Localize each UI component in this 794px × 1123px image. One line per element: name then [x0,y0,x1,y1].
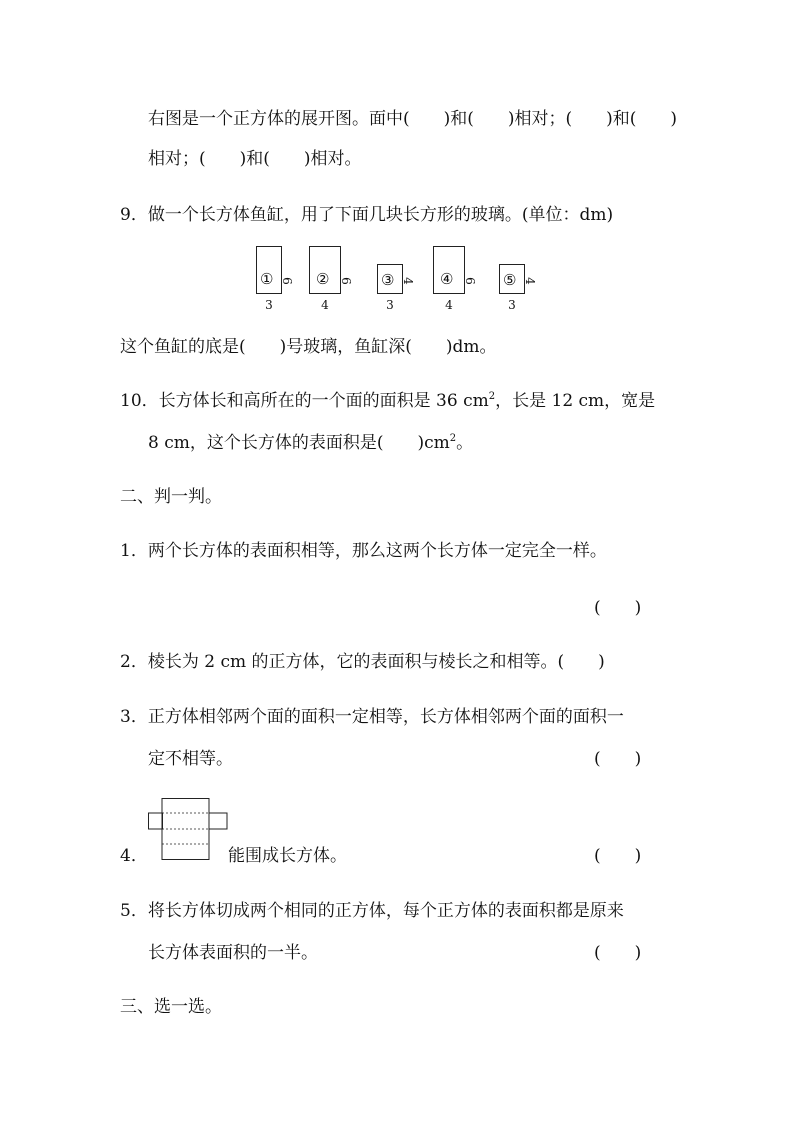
glass-bottom-length: 3 [265,298,273,312]
q8-line2: 相对；( )和( )相对。 [148,149,362,169]
judge-item-1: 1．两个长方体的表面积相等，那么这两个长方体一定完全一样。 [120,541,607,561]
box-net-figure [148,798,228,860]
glass-side-length: 6 [462,277,477,285]
glass-side-length: 4 [522,277,537,285]
judge-item-5-cont: 长方体表面积的一半。 [148,943,318,963]
section-title: 二、判一判。 [120,487,222,507]
judge-item-3: 3．正方体相邻两个面的面积一定相等，长方体相邻两个面的面积一 [120,707,624,727]
section-title: 三、选一选。 [120,997,222,1017]
glass-label: ③ [381,271,395,289]
glass-bottom-length: 4 [445,298,453,312]
judge-item-4-number: 4． [120,846,148,866]
q10-line1: 10．长方体长和高所在的一个面的面积是 36 $cm^2$，长是 12 cm，宽是 [120,391,656,411]
glass-bottom-length: 3 [508,298,516,312]
glass-side-length: 6 [279,277,294,285]
glass-label: ① [260,270,274,288]
glass-label: ② [316,270,330,288]
glass-side-length: 6 [338,277,353,285]
answer-paren: ( ) [594,943,642,963]
judge-item-5: 5．将长方体切成两个相同的正方体，每个正方体的表面积都是原来 [120,901,624,921]
glass-bottom-length: 3 [386,298,394,312]
q9-question: 9．做一个长方体鱼缸，用了下面几块长方形的玻璃。(单位：dm) [120,205,614,225]
q8-line1: 右图是一个正方体的展开图。面中( )和( )相对；( )和( ) [148,109,678,129]
glass-bottom-length: 4 [321,298,329,312]
glass-label: ④ [440,270,454,288]
glass-label: ⑤ [503,271,517,289]
judge-item-2: 2．棱长为 2 cm 的正方体，它的表面积与棱长之和相等。( ) [120,652,605,672]
glass-side-length: 4 [400,277,415,285]
answer-paren: ( ) [594,749,642,769]
q10-line2: 8 cm，这个长方体的表面积是( )$cm^2$。 [148,433,474,453]
answer-paren: ( ) [594,598,642,618]
judge-item-4: 能围成长方体。 [228,846,347,866]
q9-answer: 这个鱼缸的底是( )号玻璃，鱼缸深( )dm。 [120,337,497,357]
judge-item-3-cont: 定不相等。 [148,749,233,769]
answer-paren: ( ) [594,846,642,866]
